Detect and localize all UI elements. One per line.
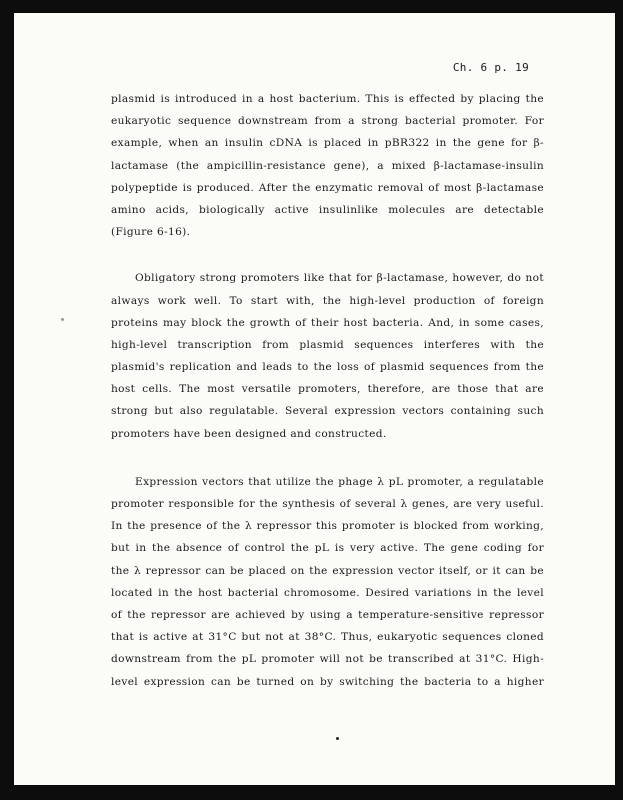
text-line: the λ repressor can be placed on the expression vector itself, or it can be — [111, 564, 544, 577]
document-page — [14, 13, 615, 785]
text-line: that is active at 31°C but not at 38°C. Thus, eukaryotic sequences cloned — [111, 631, 544, 644]
text-line: high-level transcription from plasmid sequences interferes with the — [111, 338, 544, 351]
text-line: always work well. To start with, the high-level production of foreign — [111, 294, 544, 307]
body-text — [111, 88, 544, 693]
text-line: polypeptide is produced. After the enzymatic removal of most β-lactamase — [111, 181, 544, 194]
text-line: plasmid's replication and leads to the loss of plasmid sequences from the — [111, 361, 544, 374]
text-line: but in the absence of control the pL is very active. The gene coding for — [111, 542, 544, 555]
text-line: example, when an insulin cDNA is placed in pBR322 in the gene for β- — [111, 137, 544, 150]
text-line: lactamase (the ampicillin-resistance gene), a mixed β-lactamase-insulin — [111, 159, 544, 172]
text-line: (Figure 6-16). — [111, 226, 191, 239]
text-line: promoters have been designed and constructed. — [111, 427, 387, 440]
text-line: of the repressor are achieved by using a temperature-sensitive repressor — [111, 608, 544, 621]
page-number: Ch. 6 p. 19 — [452, 61, 529, 74]
text-line: In the presence of the λ repressor this promoter is blocked from working, — [111, 520, 544, 533]
text-line: proteins may block the growth of their host bacteria. And, in some cases, — [111, 316, 544, 329]
text-line: strong but also regulatable. Several expression vectors containing such — [111, 405, 544, 418]
text-line: promoter responsible for the synthesis of several λ genes, are very useful. — [111, 498, 544, 510]
margin-speck — [61, 318, 64, 321]
text-line: level expression can be turned on by switching the bacteria to a higher — [111, 675, 544, 688]
text-line: eukaryotic sequence downstream from a strong bacterial promoter. For — [111, 115, 544, 128]
text-line: Expression vectors that utilize the phage λ pL promoter, a regulatable — [135, 475, 544, 488]
page-speck — [336, 737, 339, 740]
text-line: amino acids, biologically active insulinlike molecules are detectable — [111, 203, 544, 216]
text-line: plasmid is introduced in a host bacterium. This is effected by placing the — [111, 93, 544, 105]
text-line: located in the host bacterial chromosome. Desired variations in the level — [111, 586, 544, 599]
text-line: downstream from the pL promoter will not be transcribed at 31°C. High- — [111, 653, 544, 666]
paragraph-2 — [111, 267, 544, 445]
paragraph-3 — [111, 471, 544, 693]
text-line: Obligatory strong promoters like that for β-lactamase, however, do not — [135, 272, 544, 285]
text-line: host cells. The most versatile promoters, therefore, are those that are — [111, 383, 544, 396]
paragraph-1 — [111, 88, 544, 243]
